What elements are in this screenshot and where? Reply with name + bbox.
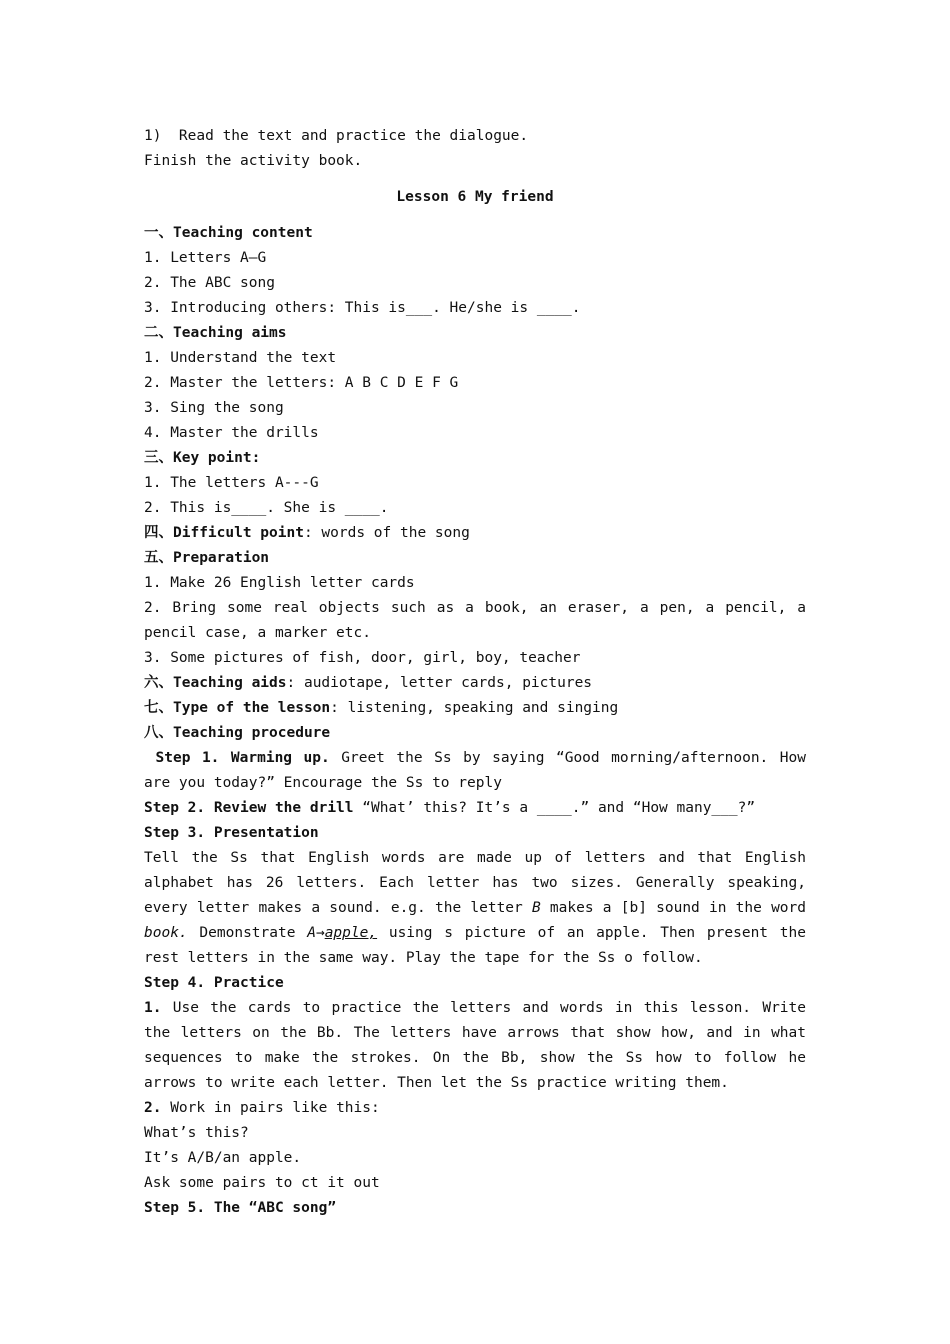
word-apple: apple, — [324, 925, 378, 941]
lesson-type-line — [144, 696, 806, 721]
word-book: book. — [144, 925, 188, 941]
step-2-heading: Step 2. Review the drill — [144, 800, 354, 816]
item-number: 1. — [144, 1000, 162, 1016]
section-heading-teaching-aims: 二、Teaching aims — [144, 325, 287, 341]
list-item: 3. Some pictures of fish, door, girl, boy, teacher — [144, 650, 581, 666]
top-line-1: 1) Read the text and practice the dialogue. — [144, 128, 529, 144]
list-item: 1. Letters A—G — [144, 250, 267, 266]
dialogue-line: What’s this? — [144, 1125, 249, 1141]
difficult-point-text: : words of the song — [303, 525, 470, 541]
item-number: 2. — [144, 1100, 162, 1116]
step-4-item-2 — [144, 1096, 806, 1121]
step-4-item-1-text: Use the cards to practice the letters and words in this lesson. Write the letters on the Bb. The letters have arrows that show how, and in what sequences to make the strokes. On the Bb, show the Ss how to follow he arrows to write each letter. Then let the Ss practice writing them. — [144, 1000, 806, 1091]
step-4-heading: Step 4. Practice — [144, 975, 284, 991]
list-item: 1. Make 26 English letter cards — [144, 575, 415, 591]
teaching-aids-text: : audiotape, letter cards, pictures — [286, 675, 593, 691]
dialogue-line: It’s A/B/an apple. — [144, 1150, 302, 1166]
list-item: 1. Understand the text — [144, 350, 337, 366]
top-line-2: Finish the activity book. — [144, 153, 363, 169]
letter-b: B — [531, 900, 541, 916]
step-3-text-a: Tell the Ss that English words are made up of letters and that English alphabet has 26 letters. Each letter has two sizes. Generally speaking, every letter makes a sound. e.g. the letter — [144, 850, 806, 916]
list-item: 3. Introducing others: This is___. He/she is ____. — [144, 300, 581, 316]
section-heading-teaching-aids: 六、Teaching aids — [144, 675, 287, 691]
step-3-heading: Step 3. Presentation — [144, 825, 319, 841]
list-item: 2. Bring some real objects such as a book, an eraser, a pen, a pencil, a pencil case, a marker etc. — [144, 600, 806, 641]
lesson-plan-text — [144, 124, 806, 1221]
list-item: 2. Master the letters: A B C D E F G — [144, 375, 459, 391]
difficult-point-line — [144, 521, 806, 546]
step-1-heading: Step 1. Warming up. — [144, 750, 330, 766]
step-4-item-1 — [144, 996, 806, 1096]
step-1-text: Greet the Ss by saying “Good morning/afternoon. How are you today?” Encourage the Ss to reply — [144, 750, 806, 791]
step-3-text-d: using s picture of an apple. Then present the rest letters in the same way. Play the tape for the Ss o follow. — [144, 925, 806, 966]
list-item: 3. Sing the song — [144, 400, 284, 416]
section-heading-teaching-procedure: 八、Teaching procedure — [144, 725, 331, 741]
section-heading-preparation: 五、Preparation — [144, 550, 270, 566]
step-3-paragraph — [144, 846, 806, 971]
list-item: 2. This is____. She is ____. — [144, 500, 389, 516]
step-2-line — [144, 796, 806, 821]
lesson-type-text: : listening, speaking and singing — [330, 700, 619, 716]
step-3-text-c: Demonstrate — [187, 925, 308, 941]
section-heading-key-point: 三、Key point: — [144, 450, 261, 466]
lesson-title: Lesson 6 My friend — [396, 189, 554, 205]
letter-a: A — [307, 925, 316, 941]
section-heading-teaching-content: 一、Teaching content — [144, 225, 313, 241]
step-5-heading: Step 5. The “ABC song” — [144, 1200, 337, 1216]
right-arrow-icon: → — [315, 925, 325, 941]
list-item: 2. The ABC song — [144, 275, 275, 291]
list-item: 1. The letters A---G — [144, 475, 319, 491]
teaching-aids-line — [144, 671, 806, 696]
dialogue-line: Ask some pairs to ct it out — [144, 1175, 380, 1191]
section-heading-lesson-type: 七、Type of the lesson — [144, 700, 331, 716]
section-heading-difficult-point: 四、Difficult point — [144, 525, 304, 541]
step-2-text: “What’ this? It’s a ____.” and “How many___?” — [353, 800, 756, 816]
step-1-paragraph — [144, 746, 806, 796]
step-4-item-2-text: Work in pairs like this: — [161, 1100, 380, 1116]
list-item: 4. Master the drills — [144, 425, 319, 441]
step-3-text-b: makes a [b] sound in the word — [540, 900, 806, 916]
